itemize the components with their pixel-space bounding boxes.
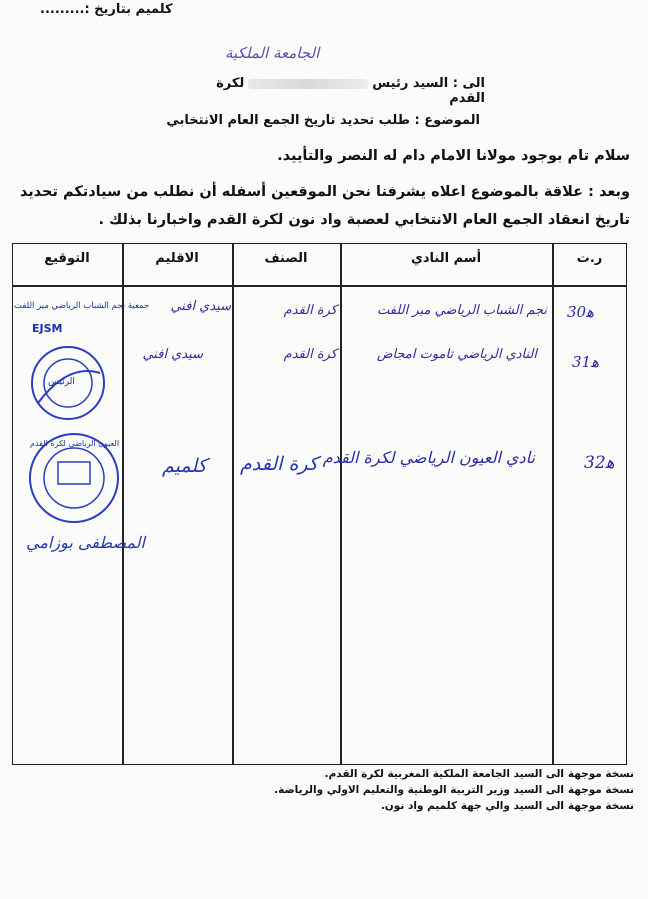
province: كلميم: [162, 455, 207, 477]
copy-line: [274, 784, 634, 796]
stamp-code: EJSM: [32, 322, 63, 335]
stamp-text: الرئيس: [48, 377, 75, 387]
redacted-region: [248, 79, 368, 89]
row-number: 31ﻫ: [572, 353, 600, 371]
copy-label: نسخة موجهة :: [559, 800, 634, 812]
copy-line: [381, 800, 634, 812]
column-divider: [552, 243, 554, 765]
greeting: سلام تام بوجود مولانا الامام دام له النصر والتأييد.: [277, 148, 630, 164]
club-name: النادي الرياضي تاموت امجاض: [376, 347, 537, 362]
header-divider: [12, 285, 627, 287]
category: كرة القدم: [283, 303, 337, 318]
copy-label: نسخة موجهة :: [559, 784, 634, 796]
row-number: 30ﻫ: [567, 303, 595, 321]
copy-label: نسخة موجهة :: [559, 768, 634, 780]
date-line: كلميم بتاريخ :.........: [40, 2, 173, 17]
row-number: 32ﻫ: [584, 453, 615, 473]
paragraph-line-1: وبعد : علاقة بالموضوع اعلاه يشرفنا نحن الموقعين أسفله أن نطلب من سيادتكم تحديد: [19, 184, 630, 200]
addressee-suffix: لكرة القدم: [216, 76, 485, 106]
club-name: نجم الشباب الرياضي مير اللفت: [377, 303, 547, 318]
header-province: الاقليم: [155, 251, 199, 266]
province: سيدي افني: [170, 299, 231, 314]
header-num: ر.ت: [576, 251, 603, 266]
column-divider: [232, 243, 234, 765]
handwritten-signature: المصطفى بوزامي: [26, 533, 145, 552]
stamp-text: العيون الرياضي لكرة القدم: [30, 439, 120, 448]
subject-line: الموضوع : طلب تحديد تاريخ الجمع العام الانتخابي: [166, 113, 480, 128]
province: سيدي افني: [142, 347, 203, 362]
addressee-prefix: الى : السيد رئيس: [372, 76, 485, 91]
column-divider: [340, 243, 342, 765]
copy-text: الى السيد الجامعة الملكية المغربية لكرة القدم.: [324, 768, 564, 780]
club-name: نادي العيون الرياضي لكرة القدم: [322, 448, 535, 467]
signatures-table: [12, 243, 627, 765]
header-club: أسم النادي: [410, 251, 482, 266]
paragraph-line-2: تاريخ انعقاد الجمع العام الانتخابي لعصبة واد نون لكرة القدم واخبارنا بذلك .: [98, 212, 630, 228]
copy-text: الى السيد والي جهة كلميم واد نون.: [380, 800, 564, 812]
header-category: الصنف: [264, 251, 308, 266]
copy-line: [325, 768, 634, 780]
copy-text: الى السيد وزير التربية الوطنية والتعليم الاولي والرياضة.: [274, 784, 564, 796]
category: كرة القدم: [283, 347, 337, 362]
header-signature: التوقيع: [44, 251, 90, 266]
category: كرة القدم: [240, 453, 318, 475]
stamp-text: جمعية نجم الشباب الرياضي مير اللفت: [14, 301, 150, 311]
addressee-line: [200, 76, 485, 106]
handwritten-addressee: الجامعة الملكية: [225, 44, 320, 62]
